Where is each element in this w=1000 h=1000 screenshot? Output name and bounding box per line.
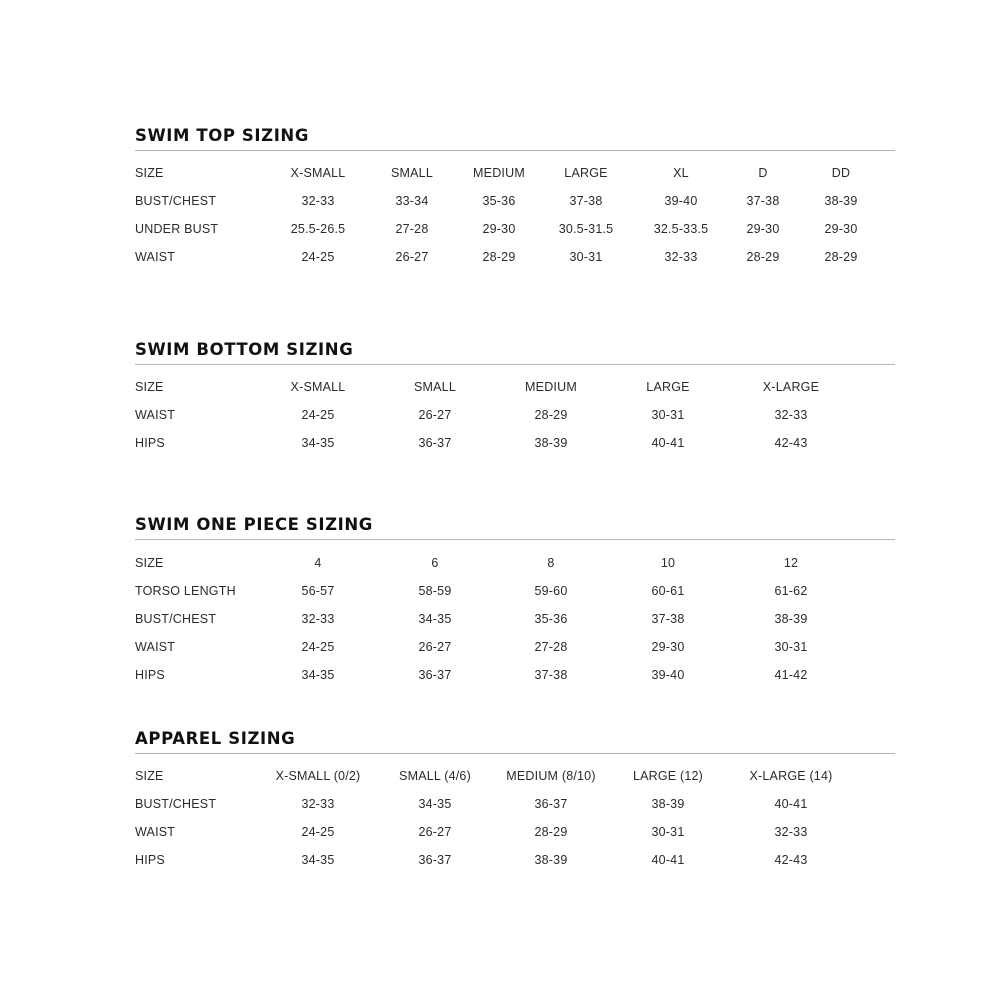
- measurement-cell: 38-39: [534, 853, 568, 867]
- row-label: BUST/CHEST: [135, 797, 217, 811]
- measurement-cell: 28-29: [824, 250, 858, 264]
- measurement-cell: 37-38: [651, 612, 685, 626]
- measurement-cell: 32-33: [774, 408, 808, 422]
- table-row: [135, 222, 895, 242]
- table-row: [135, 250, 895, 270]
- size-header-cell: 4: [314, 556, 322, 570]
- measurement-cell: 41-42: [774, 668, 808, 682]
- measurement-cell: 28-29: [534, 408, 568, 422]
- row-label: SIZE: [135, 166, 164, 180]
- row-label: WAIST: [135, 640, 176, 654]
- measurement-cell: 27-28: [534, 640, 568, 654]
- measurement-cell: 29-30: [651, 640, 685, 654]
- table-row: [135, 436, 895, 456]
- size-header-row: [135, 166, 895, 186]
- table-row: [135, 797, 895, 817]
- measurement-cell: 26-27: [418, 825, 452, 839]
- table-row: [135, 668, 895, 688]
- swim-top-title: SWIM TOP SIZING: [135, 126, 309, 145]
- measurement-cell: 40-41: [651, 436, 685, 450]
- row-label: SIZE: [135, 769, 164, 783]
- table-row: [135, 408, 895, 428]
- size-header-cell: DD: [831, 166, 851, 180]
- measurement-cell: 30.5-31.5: [558, 222, 614, 236]
- measurement-cell: 37-38: [569, 194, 603, 208]
- measurement-cell: 30-31: [569, 250, 603, 264]
- row-label: WAIST: [135, 408, 176, 422]
- size-header-cell: SMALL: [414, 380, 456, 394]
- measurement-cell: 37-38: [534, 668, 568, 682]
- size-header-cell: LARGE: [564, 166, 608, 180]
- measurement-cell: 32-33: [664, 250, 698, 264]
- size-header-cell: XL: [673, 166, 689, 180]
- row-label: TORSO LENGTH: [135, 584, 236, 598]
- size-header-cell: X-SMALL (0/2): [275, 769, 361, 783]
- table-row: [135, 584, 895, 604]
- measurement-cell: 34-35: [301, 436, 335, 450]
- table-row: [135, 853, 895, 873]
- measurement-cell: 36-37: [418, 853, 452, 867]
- measurement-cell: 29-30: [482, 222, 516, 236]
- apparel-divider: [135, 753, 895, 754]
- measurement-cell: 27-28: [395, 222, 429, 236]
- measurement-cell: 30-31: [651, 825, 685, 839]
- measurement-cell: 26-27: [395, 250, 429, 264]
- apparel-title: APPAREL SIZING: [135, 729, 296, 748]
- row-label: SIZE: [135, 380, 164, 394]
- measurement-cell: 26-27: [418, 640, 452, 654]
- table-row: [135, 194, 895, 214]
- row-label: HIPS: [135, 436, 165, 450]
- swim-top-divider: [135, 150, 895, 151]
- measurement-cell: 34-35: [301, 668, 335, 682]
- row-label: BUST/CHEST: [135, 194, 217, 208]
- measurement-cell: 33-34: [395, 194, 429, 208]
- size-header-cell: MEDIUM: [525, 380, 577, 394]
- size-header-cell: LARGE (12): [632, 769, 704, 783]
- measurement-cell: 42-43: [774, 853, 808, 867]
- measurement-cell: 32-33: [774, 825, 808, 839]
- measurement-cell: 26-27: [418, 408, 452, 422]
- measurement-cell: 56-57: [301, 584, 335, 598]
- measurement-cell: 34-35: [418, 797, 452, 811]
- size-header-cell: 10: [660, 556, 676, 570]
- measurement-cell: 24-25: [301, 825, 335, 839]
- measurement-cell: 36-37: [534, 797, 568, 811]
- measurement-cell: 32.5-33.5: [653, 222, 709, 236]
- measurement-cell: 28-29: [534, 825, 568, 839]
- measurement-cell: 39-40: [664, 194, 698, 208]
- row-label: HIPS: [135, 668, 165, 682]
- swim-bottom-title: SWIM BOTTOM SIZING: [135, 340, 354, 359]
- measurement-cell: 28-29: [746, 250, 780, 264]
- measurement-cell: 29-30: [824, 222, 858, 236]
- measurement-cell: 39-40: [651, 668, 685, 682]
- size-header-cell: X-LARGE: [762, 380, 820, 394]
- one-piece-divider: [135, 539, 895, 540]
- measurement-cell: 35-36: [534, 612, 568, 626]
- row-label: UNDER BUST: [135, 222, 219, 236]
- table-row: [135, 612, 895, 632]
- measurement-cell: 60-61: [651, 584, 685, 598]
- swim-bottom-divider: [135, 364, 895, 365]
- measurement-cell: 28-29: [482, 250, 516, 264]
- row-label: HIPS: [135, 853, 165, 867]
- measurement-cell: 24-25: [301, 408, 335, 422]
- table-row: [135, 825, 895, 845]
- one-piece-title: SWIM ONE PIECE SIZING: [135, 515, 373, 534]
- size-header-cell: SMALL: [391, 166, 433, 180]
- measurement-cell: 32-33: [301, 797, 335, 811]
- measurement-cell: 34-35: [301, 853, 335, 867]
- size-header-cell: X-SMALL: [290, 166, 346, 180]
- size-header-row: [135, 769, 895, 789]
- measurement-cell: 40-41: [774, 797, 808, 811]
- row-label: SIZE: [135, 556, 164, 570]
- size-header-cell: LARGE: [646, 380, 690, 394]
- size-header-cell: X-LARGE (14): [749, 769, 833, 783]
- measurement-cell: 59-60: [534, 584, 568, 598]
- size-header-cell: 6: [431, 556, 439, 570]
- row-label: WAIST: [135, 250, 176, 264]
- size-header-cell: MEDIUM: [473, 166, 525, 180]
- row-label: WAIST: [135, 825, 176, 839]
- measurement-cell: 36-37: [418, 436, 452, 450]
- measurement-cell: 58-59: [418, 584, 452, 598]
- size-header-cell: 12: [783, 556, 799, 570]
- measurement-cell: 24-25: [301, 250, 335, 264]
- measurement-cell: 38-39: [534, 436, 568, 450]
- measurement-cell: 40-41: [651, 853, 685, 867]
- measurement-cell: 35-36: [482, 194, 516, 208]
- measurement-cell: 30-31: [651, 408, 685, 422]
- measurement-cell: 24-25: [301, 640, 335, 654]
- row-label: BUST/CHEST: [135, 612, 217, 626]
- size-header-row: [135, 556, 895, 576]
- measurement-cell: 42-43: [774, 436, 808, 450]
- size-header-cell: MEDIUM (8/10): [506, 769, 596, 783]
- measurement-cell: 38-39: [651, 797, 685, 811]
- size-header-cell: X-SMALL: [290, 380, 346, 394]
- measurement-cell: 37-38: [746, 194, 780, 208]
- size-header-cell: D: [758, 166, 768, 180]
- size-header-cell: SMALL (4/6): [399, 769, 471, 783]
- size-header-row: [135, 380, 895, 400]
- measurement-cell: 34-35: [418, 612, 452, 626]
- measurement-cell: 29-30: [746, 222, 780, 236]
- measurement-cell: 25.5-26.5: [290, 222, 346, 236]
- measurement-cell: 38-39: [824, 194, 858, 208]
- measurement-cell: 61-62: [774, 584, 808, 598]
- measurement-cell: 36-37: [418, 668, 452, 682]
- measurement-cell: 38-39: [774, 612, 808, 626]
- size-header-cell: 8: [547, 556, 555, 570]
- measurement-cell: 30-31: [774, 640, 808, 654]
- table-row: [135, 640, 895, 660]
- measurement-cell: 32-33: [301, 612, 335, 626]
- measurement-cell: 32-33: [301, 194, 335, 208]
